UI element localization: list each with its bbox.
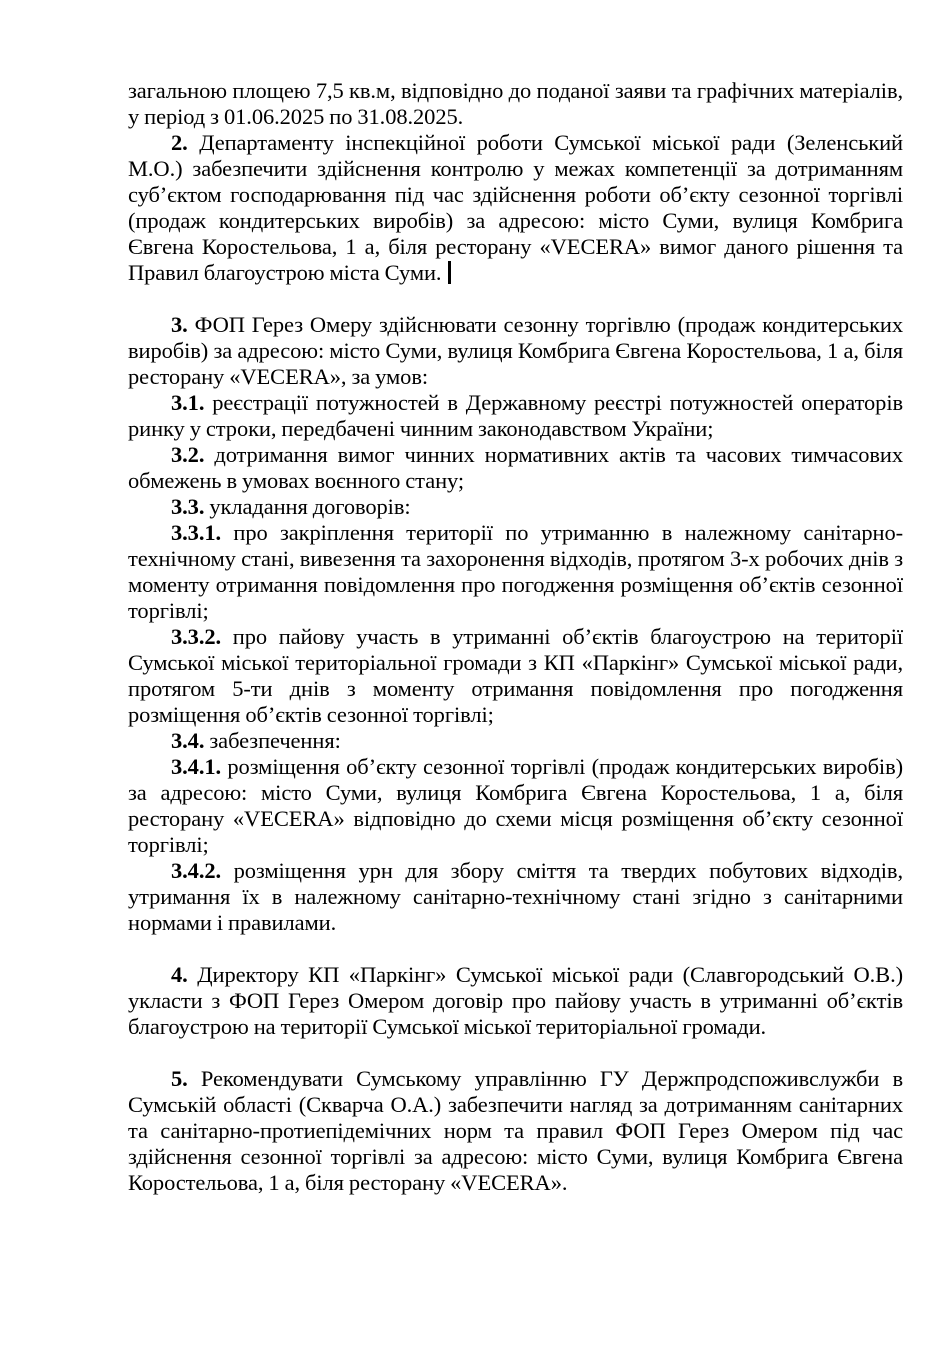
paragraph-text: про закріплення території по утриманню в належному санітарно-технічному стані, вивезення та захоронення відходів, протягом 3-х робочих днів з моменту отримання повідомлення про погодження розміщення об’єктів сезонної торгівлі; <box>128 520 903 623</box>
paragraph-text: розміщення урн для збору сміття та твердих побутових відходів, утримання їх в належному санітарно-технічному стані згідно з санітарними нормами і правилами. <box>128 858 903 935</box>
paragraph-3-4-2[interactable] <box>128 858 903 936</box>
blank-line <box>128 1040 903 1066</box>
paragraph-3-3-1[interactable] <box>128 520 903 624</box>
paragraph-text: загальною площею 7,5 кв.м, відповідно до поданої заяви та графічних матеріалів, у період з 01.06.2025 по 31.08.2025. <box>128 78 903 129</box>
paragraph-3-2[interactable] <box>128 442 903 494</box>
paragraph-text: про пайову участь в утриманні об’єктів благоустрою на території Сумської міської територіальної громади з КП «Паркінг» Сумської міської ради, протягом 5-ти днів з моменту отримання повідомлення про погодження розміщення об’єктів сезонної торгівлі; <box>128 624 903 727</box>
paragraph-3-3[interactable] <box>128 494 903 520</box>
paragraph-3[interactable] <box>128 312 903 390</box>
paragraph-number: 3.3. <box>171 494 205 519</box>
paragraph-text: розміщення об’єкту сезонної торгівлі (продаж кондитерських виробів) за адресою: місто Суми, вулиця Комбрига Євгена Коростельова, 1 а, біля ресторану «VECERA» відповідно до схеми місця розміщення об’єкту сезонної торгівлі; <box>128 754 903 857</box>
paragraph-3-4-1[interactable] <box>128 754 903 858</box>
paragraph-text: укладання договорів: <box>209 494 411 519</box>
blank-line <box>128 936 903 962</box>
paragraph-text: Директору КП «Паркінг» Сумської міської ради (Славгородський О.В.) укласти з ФОП Герез Омером договір про пайову участь в утриманні об’єктів благоустрою на території Сумської міської територіальної громади. <box>128 962 904 1039</box>
paragraph-number: 4. <box>171 962 188 987</box>
paragraph-3-3-2[interactable] <box>128 624 903 728</box>
blank-line <box>128 286 903 312</box>
paragraph-4[interactable] <box>128 962 903 1040</box>
paragraph-2[interactable] <box>128 130 903 286</box>
paragraph-3-4[interactable] <box>128 728 903 754</box>
paragraph-3-1[interactable] <box>128 390 903 442</box>
paragraph-text: Департаменту інспекційної роботи Сумської міської ради (Зеленський М.О.) забезпечити здійснення контролю у межах компетенції за дотриманням суб’єктом господарювання під час здійснення роботи об’єкту сезонної торгівлі (продаж кондитерських виробів) за адресою: місто Суми, вулиця Комбрига Євгена Коростельова, 1 а, біля ресторану «VECERA» вимог даного рішення та Правил благоустрою міста Суми. <box>128 130 903 285</box>
paragraph-number: 2. <box>171 130 188 155</box>
paragraph-text: реєстрації потужностей в Державному реєстрі потужностей операторів ринку у строки, передбачені чинним законодавством України; <box>128 390 903 441</box>
paragraph-text: дотримання вимог чинних нормативних актів та часових тимчасових обмежень в умовах воєнного стану; <box>128 442 903 493</box>
text-cursor <box>448 261 451 284</box>
paragraph-number: 3.1. <box>171 390 205 415</box>
paragraph-number: 3.4.2. <box>171 858 222 883</box>
paragraph-number: 3.2. <box>171 442 205 467</box>
paragraph-continuation[interactable] <box>128 78 903 130</box>
paragraph-text: ФОП Герез Омеру здійснювати сезонну торгівлю (продаж кондитерських виробів) за адресою: місто Суми, вулиця Комбрига Євгена Коростельова, 1 а, біля ресторану «VECERA», за умов: <box>128 312 903 389</box>
paragraph-number: 3. <box>171 312 188 337</box>
paragraph-text: Рекомендувати Сумському управлінню ГУ Держпродспоживслужби в Сумській області (Скварча О.А.) забезпечити нагляд за дотриманням санітарних та санітарно-протиепідемічних норм та правил ФОП Герез Омером під час здійснення сезонної торгівлі за адресою: місто Суми, вулиця Комбрига Євгена Коростельова, 1 а, біля ресторану «VECERA». <box>128 1066 903 1195</box>
paragraph-number: 3.3.2. <box>171 624 222 649</box>
paragraph-text: забезпечення: <box>209 728 341 753</box>
document-text-area[interactable] <box>128 78 903 1196</box>
paragraph-number: 3.3.1. <box>171 520 222 545</box>
paragraph-number: 3.4.1. <box>171 754 222 779</box>
paragraph-number: 3.4. <box>171 728 205 753</box>
paragraph-number: 5. <box>171 1066 188 1091</box>
paragraph-5[interactable] <box>128 1066 903 1196</box>
